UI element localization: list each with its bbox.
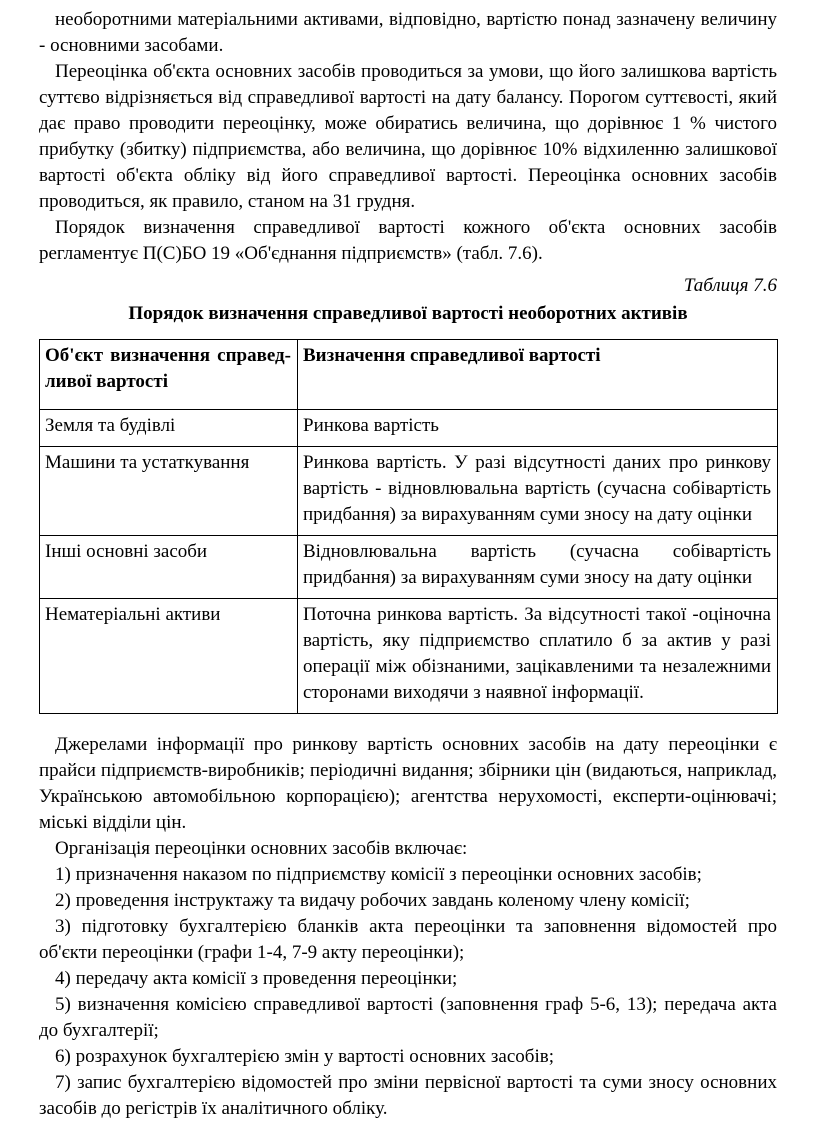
table-cell-definition: Ринкова вартість bbox=[298, 410, 778, 447]
paragraph-revaluation: Переоцінка об'єкта основних засобів проводиться за умови, що його залишкова вартість суттєво відрізняється від справедливої вартості на дату балансу. Порогом суттєвості, який дає право проводити переоцінку, може обиратись величина, що дорівнює 1 % чистого прибутку (збитку) підприємства, або величина, що дорівнює 10% відхиленню залишкової вартості об'єкта обліку від його справедливої вартості. Переоцінка основних засобів проводиться, як правило, станом на 31 грудня. bbox=[39, 61, 777, 212]
table-cell-object: Нематеріальні активи bbox=[40, 599, 298, 714]
fair-value-table bbox=[39, 339, 778, 714]
table-header-row bbox=[40, 340, 778, 410]
list-item-5: 5) визначення комісією справедливої вартості (заповнення граф 5-6, 13); передача акта до бухгалтерії; bbox=[39, 994, 777, 1041]
table-row bbox=[40, 410, 778, 447]
paragraph-order: Порядок визначення справедливої вартості кожного об'єкта основних засобів регламентує П(С)БО 19 «Об'єднання підприємств» (табл. 7.6). bbox=[39, 217, 777, 264]
table-caption: Таблиця 7.6 bbox=[683, 275, 777, 296]
list-item-6: 6) розрахунок бухгалтерією змін у вартості основних засобів; bbox=[55, 1046, 554, 1067]
list-item-1: 1) призначення наказом по підприємству комісії з переоцінки основних засобів; bbox=[55, 864, 702, 885]
table-row bbox=[40, 599, 778, 714]
table-cell-object: Земля та будівлі bbox=[40, 410, 298, 447]
list-item-4: 4) передачу акта комісії з проведення переоцінки; bbox=[55, 968, 458, 989]
table-cell-object: Машини та устаткування bbox=[40, 447, 298, 536]
table-row bbox=[40, 536, 778, 599]
table-header-object: Об'єкт визначення справед-ливої вартості bbox=[40, 340, 298, 410]
list-item-3: 3) підготовку бухгалтерією бланків акта переоцінки та заповнення відомостей про об'єкти переоцінки (графи 1-4, 7-9 акту переоцінки); bbox=[39, 916, 777, 963]
table-cell-definition: Ринкова вартість. У разі відсутності даних про ринкову вартість - відновлювальна вартість (сучасна собівартість придбання) за вирахуванням суми зносу на дату оцінки bbox=[298, 447, 778, 536]
table-title: Порядок визначення справедливої вартості необоротних активів bbox=[128, 303, 688, 324]
paragraph-intro: необоротними матеріальними активами, відповідно, вартістю понад зазначену величину - основними засобами. bbox=[39, 9, 777, 56]
table-cell-definition: Відновлювальна вартість (сучасна собівартість придбання) за вирахуванням суми зносу на дату оцінки bbox=[298, 536, 778, 599]
paragraph-organization: Організація переоцінки основних засобів включає: bbox=[55, 838, 468, 859]
table-cell-definition: Поточна ринкова вартість. За відсутності такої -оціночна вартість, яку підприємство сплатило б за актив у разі операції між обізнаними, зацікавленими та незалежними сторонами виходячи з наявної інформації. bbox=[298, 599, 778, 714]
table-cell-object: Інші основні засоби bbox=[40, 536, 298, 599]
table-row bbox=[40, 447, 778, 536]
paragraph-sources: Джерелами інформації про ринкову вартість основних засобів на дату переоцінки є прайси підприємств-виробників; періодичні видання; збірники цін (видаються, наприклад, Українською автомобільною корпорацією); агентства нерухомості, експерти-оцінювачі; міські відділи цін. bbox=[39, 734, 777, 833]
list-item-2: 2) проведення інструктажу та видачу робочих завдань коленому члену комісії; bbox=[55, 890, 690, 911]
list-item-7: 7) запис бухгалтерією відомостей про зміни первісної вартості та суми зносу основних засобів до регістрів їх аналітичного обліку. bbox=[39, 1072, 777, 1119]
table-header-definition: Визначення справедливої вартості bbox=[298, 340, 778, 410]
